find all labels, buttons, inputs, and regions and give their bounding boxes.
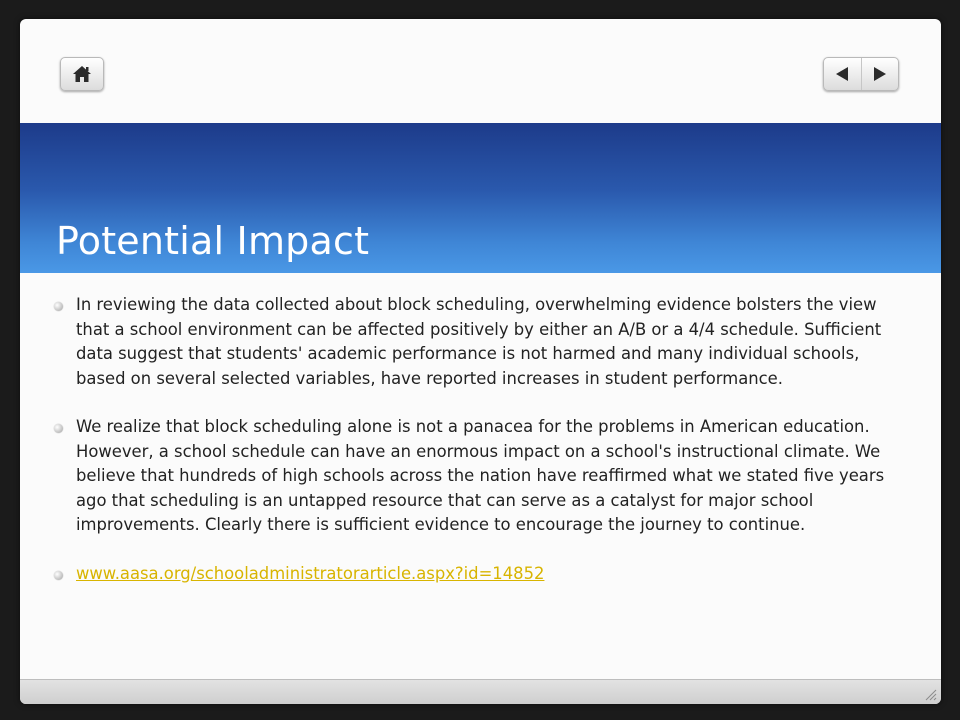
- bullet-icon: [54, 302, 63, 311]
- next-button[interactable]: [861, 58, 899, 90]
- slide: [20, 19, 941, 704]
- navigation-arrows: [823, 57, 899, 91]
- bullet-icon: [54, 424, 63, 433]
- bullet-item: [52, 562, 912, 587]
- left-triangle-icon: [835, 66, 849, 82]
- right-triangle-icon: [873, 66, 887, 82]
- source-link[interactable]: www.aasa.org/schooladministratorarticle.aspx?id=14852: [76, 563, 545, 583]
- bullet-text: We realize that block scheduling alone is not a panacea for the problems in American education. However, a school schedule can have an enormous impact on a school's instructional climate. We believe that hundreds of high schools across the nation have reaffirmed what we stated five years ago that scheduling is an untapped resource that can serve as a catalyst for major school improvements. Clearly there is sufficient evidence to encourage the journey to continue.: [76, 417, 885, 534]
- slide-title: Potential Impact: [56, 219, 370, 263]
- resize-grip-icon[interactable]: [923, 687, 937, 701]
- bullet-item: [52, 293, 912, 391]
- previous-button[interactable]: [824, 58, 861, 90]
- home-icon: [72, 65, 92, 83]
- bullet-icon: [54, 571, 63, 580]
- title-band: [20, 123, 941, 273]
- footer-bar: [20, 679, 941, 704]
- bullet-item: [52, 415, 912, 538]
- bullet-list: [52, 293, 912, 610]
- bullet-text: In reviewing the data collected about block scheduling, overwhelming evidence bolsters the view that a school environment can be affected positively by either an A/B or a 4/4 schedule. Sufficient data suggest that students' academic performance is not harmed and many individual schools, based on several selected variables, have reported increases in student performance.: [76, 295, 882, 388]
- home-button[interactable]: [60, 57, 104, 91]
